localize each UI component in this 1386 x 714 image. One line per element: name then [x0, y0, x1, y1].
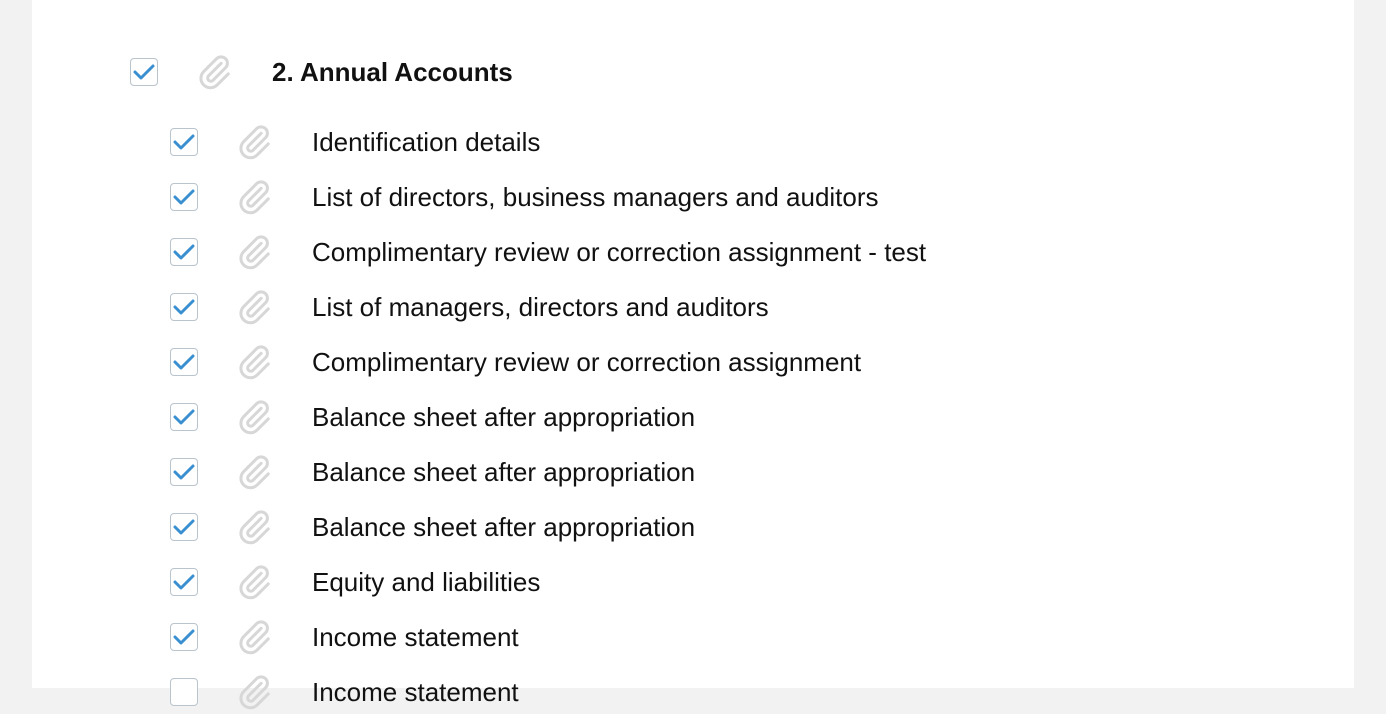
checkmark-icon [173, 518, 195, 536]
item-label: Balance sheet after appropriation [312, 512, 696, 542]
item-checkbox[interactable] [170, 293, 198, 321]
checkmark-icon [173, 188, 195, 206]
paperclip-icon [235, 673, 273, 711]
section-row [130, 50, 730, 94]
item-attachment-button[interactable] [232, 285, 276, 329]
item-checkbox[interactable] [170, 403, 198, 431]
paperclip-icon [235, 508, 273, 546]
checklist-item [170, 175, 1270, 219]
paperclip-icon [235, 178, 273, 216]
checklist-item [170, 505, 1270, 549]
item-attachment-button[interactable] [232, 560, 276, 604]
item-checkbox[interactable] [170, 568, 198, 596]
paperclip-icon [235, 398, 273, 436]
item-attachment-button[interactable] [232, 450, 276, 494]
item-attachment-button[interactable] [232, 175, 276, 219]
item-attachment-button[interactable] [232, 670, 276, 714]
paperclip-icon [235, 453, 273, 491]
paperclip-icon [235, 343, 273, 381]
paperclip-icon [235, 618, 273, 656]
checkmark-icon [133, 63, 155, 81]
item-label: List of managers, directors and auditors [312, 292, 769, 322]
item-label: Complimentary review or correction assignment [312, 347, 862, 377]
item-label: Balance sheet after appropriation [312, 457, 696, 487]
checkmark-icon [173, 408, 195, 426]
checkmark-icon [173, 463, 195, 481]
checklist-item [170, 340, 1270, 384]
item-label: Income statement [312, 622, 519, 652]
paperclip-icon [235, 563, 273, 601]
paperclip-icon [195, 53, 233, 91]
checklist-item [170, 395, 1270, 439]
checklist-panel [32, 0, 1354, 707]
item-label: List of directors, business managers and auditors [312, 182, 879, 212]
checklist-item [170, 230, 1270, 274]
item-label: Identification details [312, 127, 541, 157]
checklist-item [170, 615, 1270, 659]
item-checkbox[interactable] [170, 348, 198, 376]
item-attachment-button[interactable] [232, 120, 276, 164]
item-label: Complimentary review or correction assignment - test [312, 237, 927, 267]
item-checkbox[interactable] [170, 678, 198, 706]
item-label: Equity and liabilities [312, 567, 541, 597]
checklist-item [170, 670, 1270, 714]
checkmark-icon [173, 298, 195, 316]
item-attachment-button[interactable] [232, 340, 276, 384]
item-attachment-button[interactable] [232, 230, 276, 274]
section-checkbox[interactable] [130, 58, 158, 86]
item-checkbox[interactable] [170, 128, 198, 156]
item-attachment-button[interactable] [232, 395, 276, 439]
checkmark-icon [173, 133, 195, 151]
checklist-item [170, 285, 1270, 329]
item-checkbox[interactable] [170, 458, 198, 486]
item-label: Income statement [312, 677, 519, 707]
item-checkbox[interactable] [170, 513, 198, 541]
paperclip-icon [235, 123, 273, 161]
checkmark-icon [173, 353, 195, 371]
item-checkbox[interactable] [170, 238, 198, 266]
item-attachment-button[interactable] [232, 615, 276, 659]
checklist-item [170, 560, 1270, 604]
section-attachment-button[interactable] [192, 50, 236, 94]
item-checkbox[interactable] [170, 183, 198, 211]
checklist-item [170, 450, 1270, 494]
paperclip-icon [235, 288, 273, 326]
checkmark-icon [173, 628, 195, 646]
paperclip-icon [235, 233, 273, 271]
item-label: Balance sheet after appropriation [312, 402, 696, 432]
checkmark-icon [173, 243, 195, 261]
section-title: 2. Annual Accounts [272, 57, 513, 87]
checkmark-icon [173, 573, 195, 591]
item-attachment-button[interactable] [232, 505, 276, 549]
item-checkbox[interactable] [170, 623, 198, 651]
checklist-item [170, 120, 1270, 164]
